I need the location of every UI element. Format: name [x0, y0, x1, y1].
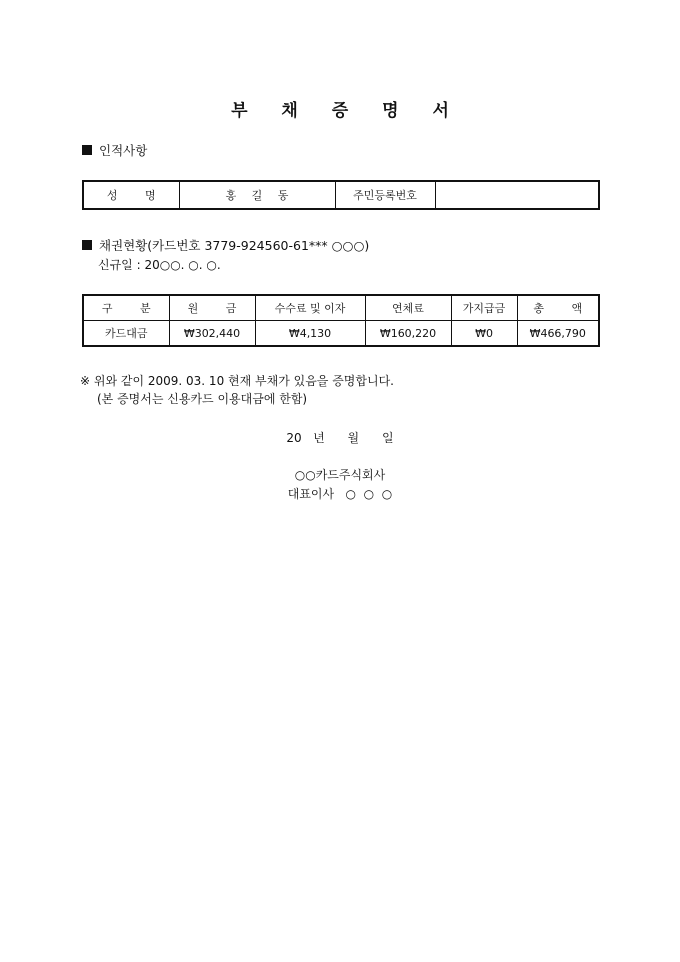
signature-date-line: 20 년 월 일 — [286, 431, 394, 445]
personal-info-heading-label: 인적사항 — [99, 143, 148, 158]
personal-info-heading — [82, 141, 147, 159]
representative-line: 대표이사 ○ ○ ○ — [287, 487, 393, 501]
personal-info-table — [82, 180, 600, 210]
id-value-cell — [435, 181, 599, 209]
row-late-fee: ₩160,220 — [365, 321, 451, 347]
row-category: 카드대금 — [83, 321, 169, 347]
table-row — [83, 181, 599, 209]
company-name: ○○카드주식회사 — [294, 468, 386, 482]
debt-status-heading — [82, 236, 369, 254]
row-provisional: ₩0 — [451, 321, 517, 347]
name-label-cell: 성 명 — [83, 181, 179, 209]
certification-statement: ※ 위와 같이 2009. 03. 10 현재 부채가 있음을 증명합니다. — [80, 374, 394, 388]
table-row — [83, 321, 599, 347]
header-provisional: 가지급금 — [451, 295, 517, 321]
debt-status-heading-label: 채권현황(카드번호 3779-924560-61*** ○○○) — [99, 238, 370, 253]
square-bullet-icon — [82, 145, 92, 155]
row-total: ₩466,790 — [517, 321, 599, 347]
header-fees-interest: 수수료 및 이자 — [255, 295, 365, 321]
certification-scope-note: (본 증명서는 신용카드 이용대금에 한함) — [97, 392, 308, 406]
row-principal: ₩302,440 — [169, 321, 255, 347]
document-title: 부 채 증 명 서 — [231, 101, 463, 121]
debt-table — [82, 294, 600, 347]
issue-date: 신규일 : 20○○. ○. ○. — [98, 258, 221, 272]
name-value-cell: 홍 길 동 — [179, 181, 335, 209]
header-late-fee: 연체료 — [365, 295, 451, 321]
id-label-cell: 주민등록번호 — [335, 181, 435, 209]
row-fees-interest: ₩4,130 — [255, 321, 365, 347]
table-header-row — [83, 295, 599, 321]
square-bullet-icon — [82, 240, 92, 250]
header-category: 구 분 — [83, 295, 169, 321]
header-principal: 원 금 — [169, 295, 255, 321]
header-total: 총 액 — [517, 295, 599, 321]
